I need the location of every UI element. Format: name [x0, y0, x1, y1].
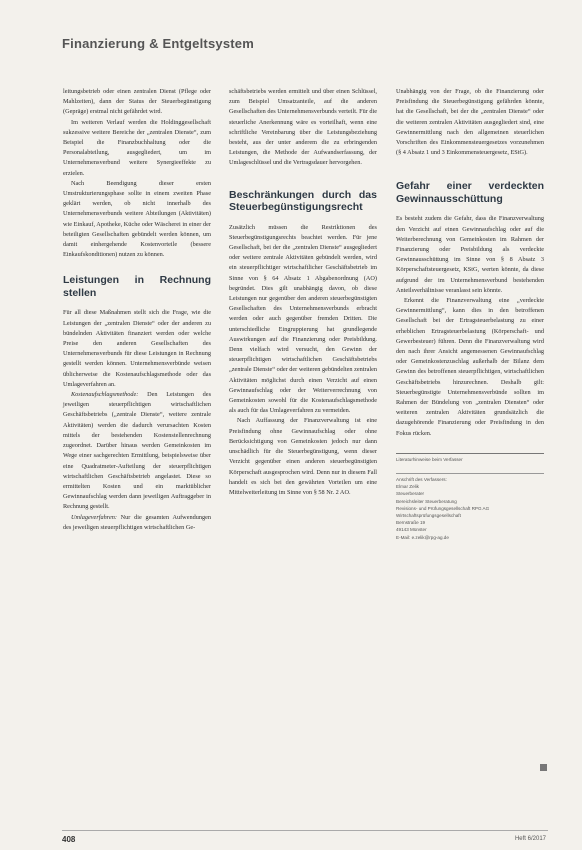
section-heading: Beschränkungen durch das Steuerbegünstigungsrecht — [229, 188, 377, 214]
literature-note: Literaturhinweise beim Verfasser — [396, 456, 463, 462]
divider — [396, 453, 544, 454]
paragraph: Nach Beendigung dieser ersten Umstrukturierungsphase sollte in einem zweiten Phase geklärt werden, ob nicht innerhalb des Unternehmensverbunds weitere Abteilungen (Aktivitäten) wie Einkauf, Apotheke, Küche oder Wäscherei in einer der beteiligten Gesellschaften gebündelt werden können, um damit einhergehende Kostenvorteile (bessere Einkaufskonditionen) nutzen zu können. — [63, 179, 211, 259]
paragraph: Zusätzlich müssen die Restriktionen des Steuerbegünstigungsrechts beachtet werden. Für jene Gesellschaft, bei der die „zentralen Dienste“ ausgegliedert oder weitere zentrale Aktivitäten gebündelt werden, wird ein steuerpflichtiger wirtschaftlicher Geschäftsbetrieb im Sinne von § 64 Absatz 1 Abgabenordnung (AO) begründet. Dies gilt unabhängig davon, ob diese Leistungen nur gegenüber den anderen steuerbegünstigten Gesellschaften des Unternehmensverbunds erbracht werden oder auch gegenüber fremden Dritten. Die unterschiedliche Eingruppierung hat grundlegende Auswirkungen auf die Finanzierung oder Preisbildung. Denn vielfach wird versucht, den Gewinn der steuerpflichtigen wirtschaftlichen Geschäftsbetriebs „zentrale Dienste“ oder der weiteren gebündelten zentralen Aktivitäten möglichst durch einen Verzicht auf einen Gewinnaufschlag oder der Weiterverrechnung von Gemeinkosten sowohl für die Kostenaufschlagsmethode als auch für das Umlageverfahren zu vermeiden. — [229, 223, 377, 415]
paragraph — [63, 390, 211, 512]
italic-lead: Kostenaufschlagsmethode: — [71, 391, 139, 399]
paragraph-text: Nur die gesamten Aufwendungen des jeweiligen steuerpflichtigen wirtschaftlichen Ge- — [63, 513, 211, 531]
paragraph-text: Den Leistungen des jeweiligen steuerpflichtigen wirtschaftlichen Geschäftsbetriebs („zentrale Dienste“, weitere zentrale Aktivitäten) werden die dadurch verursachten Kosten mittels der bestehenden Kostenstellenrechnung zugeordnet. Darüber hinaus werden Gemeinkosten im Wege einer sachgerechten Ermittlung, beispielsweise über eine Quadratmeter-Aufteilung der steuerpflichtigen wirtschaftlichen Geschäftsbetrieb angelastet. Diese so ermittelten Kosten und ein marktüblicher Gewinnaufschlag werden dann jeweiligen Auftraggeber in Rechnung gestellt. — [63, 391, 211, 511]
author-city: 49143 Münster — [396, 527, 427, 533]
author-dept: Bereichsleiter Steuerberatung — [396, 498, 457, 504]
paragraph — [63, 513, 211, 533]
italic-lead: Umlageverfahren: — [71, 513, 117, 521]
section-heading: Gefahr einer verdeckten Gewinnausschüttung — [396, 180, 544, 205]
author-box — [396, 473, 544, 541]
paragraph: leitungsbetrieb oder einen zentralen Dienst (Pflege oder Mahlzeiten), dann der Status der Steuerbegünstigung (Gepräge) erstmal nicht gefährdet wird. — [63, 88, 211, 116]
paragraph: Im weiteren Verlauf werden die Holdinggesellschaft sukzessive weitere Bereiche der „zentralen Dienste“, zum Beispiel die Finanzbuchhaltung oder die Personalabteilung, ausgegliedert, um im Unternehmensverbund weitere Synergieeffekte zu erzielen. — [63, 118, 211, 177]
author-address: Wirtschaftsprüfungsgesellschaft — [396, 512, 461, 518]
paragraph: Unabhängig von der Frage, ob die Finanzierung oder Preisfindung die Steuerbegünstigung gefährden könnte, hat die Gesellschaft, bei der die „zentralen Dienste“ oder die weiteren zentralen Aktivitäten ausgegliedert sind, eine Gewinnermittlung nach den allgemeinen steuerlichen Vorschriften des Einkommensteuergesetzes vorzunehmen (§ 4 Absatz 1 und 3 Einkommensteuergesetz, EStG). — [396, 88, 544, 157]
author-name: Elmar Zelik — [396, 484, 419, 490]
section-title: Finanzierung & Entgeltsystem — [62, 36, 254, 51]
footer-divider — [62, 830, 548, 831]
column-2 — [229, 87, 377, 498]
end-mark — [540, 764, 547, 771]
author-email[interactable]: E-Mail: e.zelik@rpg-ag.de — [396, 534, 449, 540]
author-role: Steuerberater — [396, 491, 425, 497]
author-address: Bernstraße 19 — [396, 520, 426, 526]
section-heading: Leistungen in Rechnung stellen — [63, 274, 211, 299]
paragraph: schäftsbetriebs werden ermittelt und über einen Schlüssel, zum Beispiel Umsatzanteile, auf die anderen Gesellschaften des Unternehmensverbunds verteilt. Für die steuerliche Anerkennung wäre es vorteilhaft, wenn eine schriftliche Vereinbarung über die Leistungsbeziehung besteht, aus der unter anderem die zu erbringenden Leistungen, die Methode der Aufwandserfassung, der Umlageschlüssel und die Vertragsdauer hervorgehen. — [229, 88, 377, 167]
column-1 — [63, 87, 211, 533]
paragraph: Nach Auffassung der Finanzverwaltung ist eine Preisfindung ohne Gewinnaufschlag oder ohne Berücksichtigung von Gemeinkosten jedoch nur dann unschädlich für die Steuerbegünstigung, wenn dieser Verzicht gegenüber einen anderen steuerbegünstigten Körperschaft ausgesprochen wird. Denn nur in diesem Fall handelt es sich bei den gewährten Vorteilen um eine Mittelweiterleitung im Sinne von § 58 Nr. 2 AO. — [229, 417, 377, 496]
column-3 — [396, 87, 544, 541]
author-company: Revisions- und Prüfungsgesellschaft RPG AG — [396, 505, 490, 511]
issue-label: Heft 6/2017 — [514, 836, 546, 842]
page-number: 408 — [62, 835, 76, 844]
paragraph: Für all diese Maßnahmen stellt sich die Frage, wie die Leistungen der „zentralen Dienste“ oder der anderen zu bündelnden Aktivitäten finanziert werden oder welche Preise den anderen Gesellschaften des Unternehmensverbunds für diese Leistungen in Rechnung gestellt werden können. Unternehmensverbünde weisen üblicherweise die Kostenaufschlagsmethode oder das Umlageverfahren an. — [63, 309, 211, 388]
paragraph: Es besteht zudem die Gefahr, dass die Finanzverwaltung den Verzicht auf einen Gewinnaufschlag oder auf die Weiterberechnung von Gemeinkosten im Rahmen der Finanzierung oder Preisbildung als verdeckte Gewinnausschüttung im Sinne von § 8 Absatz 3 Körperschaftsteuergesetz, KStG, werten könnte, da diese aufgrund der im Unternehmensverbund bestehenden Anteilsverhältnisse veranlasst sein könnte. — [396, 215, 544, 294]
author-label: Anschrift des Verfassers: — [396, 476, 447, 482]
paragraph: Erkennt die Finanzverwaltung eine „verdeckte Gewinnermittlung“, kann dies in den betroffenen Gesellschaft bei der Ertragsteuerbelastung zu einer erheblichen Ertragsteuerbelastung (Körperschaft- und Gewerbesteuer) führen. Denn die Finanzverwaltung wird den nach ihrer Ansicht angemessenen Gewinnaufschlag oder Gemeinkostenzuschlag außerhalb der Bilanz dem Gewinn des betroffenen steuerpflichtigen, wirtschaftlichen Geschäftsbetriebs hinzurechnen. Deshalb gilt: Steuerbegünstigte Unternehmensverbünde sollten im Rahmen der Bündelung von „zentralen Diensten“ oder weiteren zentralen Aktivitäten grundsätzlich die dazugehörende Finanzierung oder Preisfindung in den Fokus rücken. — [396, 297, 544, 437]
